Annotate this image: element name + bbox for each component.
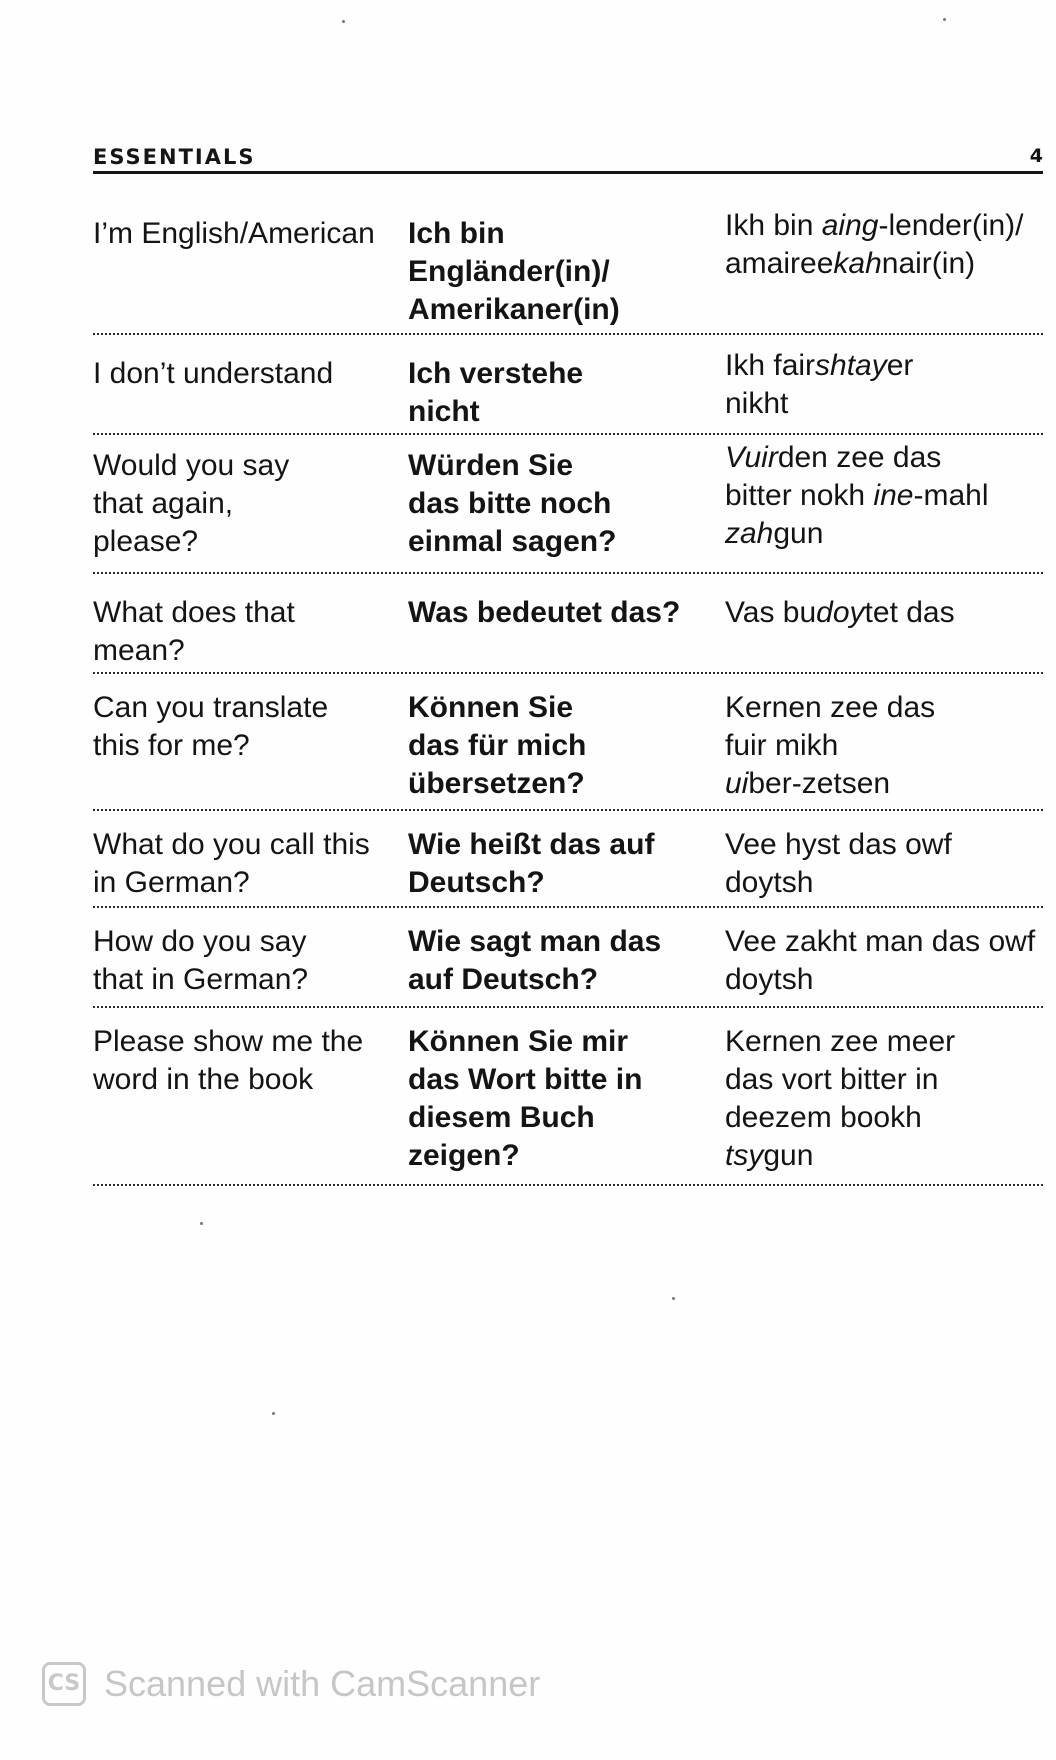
stressed-syllable: ui xyxy=(725,767,749,800)
table-row xyxy=(93,674,1043,811)
pronunciation-segment: Vas bu xyxy=(725,596,817,629)
pronunciation xyxy=(725,923,1043,999)
page-number: 4 xyxy=(1029,145,1043,167)
table-row xyxy=(93,435,1043,574)
english-phrase: Would you say that again, please? xyxy=(93,449,290,558)
pronunciation-segment: Kernen zee meer das vort bitter in deezem bookh xyxy=(725,1025,956,1134)
table-row xyxy=(93,574,1043,674)
pronunciation-segment: Kernen zee das fuir mikh xyxy=(725,691,936,762)
scan-speck xyxy=(672,1297,675,1300)
english-phrase: Please show me the word in the book xyxy=(93,1025,364,1096)
pronunciation-segment: den zee das bitter nokh xyxy=(725,441,942,512)
pronunciation-segment: Ikh fair xyxy=(725,349,816,382)
english-phrase: How do you say that in German? xyxy=(93,925,309,996)
stressed-syllable: aing xyxy=(821,209,879,242)
pronunciation-segment: Ikh bin xyxy=(725,209,822,242)
english-phrase: What do you call this in German? xyxy=(93,828,370,899)
stressed-syllable: tsy xyxy=(725,1139,764,1172)
german-phrase: Ich verstehe nicht xyxy=(408,357,584,428)
phrase-table xyxy=(93,203,1043,1186)
stressed-syllable: kah xyxy=(833,247,882,280)
camscanner-logo: CS xyxy=(42,1662,86,1706)
german-phrase: Was bedeutet das? xyxy=(408,596,681,629)
pronunciation-segment: tet das xyxy=(864,596,955,629)
pronunciation-segment: -lender(in)/ amairee xyxy=(725,209,1024,280)
pronunciation xyxy=(725,347,1043,423)
scan-speck xyxy=(342,20,345,23)
pronunciation-segment: Vee hyst das owf doytsh xyxy=(725,828,952,899)
english-phrase: What does that mean? xyxy=(93,596,295,667)
pronunciation-segment: gun xyxy=(773,517,824,550)
stressed-syllable: zah xyxy=(725,517,774,550)
german-phrase: Wie heißt das auf Deutsch? xyxy=(408,828,655,899)
english-phrase: I’m English/American xyxy=(93,217,375,250)
scan-speck xyxy=(272,1412,275,1415)
header-rule xyxy=(93,171,1043,174)
table-row xyxy=(93,1008,1043,1186)
stressed-syllable: doy xyxy=(816,596,865,629)
pronunciation-segment: er nikht xyxy=(725,349,914,420)
pronunciation xyxy=(725,1023,1043,1175)
pronunciation xyxy=(725,689,1043,803)
watermark-text: Scanned with CamScanner xyxy=(104,1663,541,1704)
pronunciation-segment: gun xyxy=(763,1139,814,1172)
pronunciation-segment: nair(in) xyxy=(881,247,976,280)
pronunciation xyxy=(725,594,1043,632)
table-row xyxy=(93,335,1043,435)
german-phrase: Würden Sie das bitte noch einmal sagen? xyxy=(408,449,617,558)
german-phrase: Können Sie mir das Wort bitte in diesem Buch zeigen? xyxy=(408,1025,643,1172)
pronunciation xyxy=(725,207,1043,283)
stressed-syllable: Vuir xyxy=(725,441,778,474)
german-phrase: Wie sagt man das auf Deutsch? xyxy=(408,925,662,996)
table-row xyxy=(93,811,1043,908)
stressed-syllable: shtay xyxy=(815,349,887,382)
pronunciation xyxy=(725,439,1043,553)
pronunciation-segment: Vee zakht man das owf doytsh xyxy=(725,925,1036,996)
english-phrase: Can you translate this for me? xyxy=(93,691,329,762)
section-title: ESSENTIALS xyxy=(93,145,256,169)
pronunciation xyxy=(725,826,1043,902)
table-row xyxy=(93,203,1043,335)
pronunciation-segment: ber-zetsen xyxy=(748,767,891,800)
page-header xyxy=(93,141,1043,175)
german-phrase: Können Sie das für mich übersetzen? xyxy=(408,691,587,800)
pronunciation-segment: -mahl xyxy=(913,479,989,512)
scan-speck xyxy=(200,1222,203,1225)
stressed-syllable: ine xyxy=(873,479,914,512)
scan-speck xyxy=(943,18,946,21)
german-phrase: Ich bin Engländer(in)/ Amerikaner(in) xyxy=(408,217,620,326)
english-phrase: I don’t understand xyxy=(93,357,334,390)
table-row xyxy=(93,908,1043,1008)
